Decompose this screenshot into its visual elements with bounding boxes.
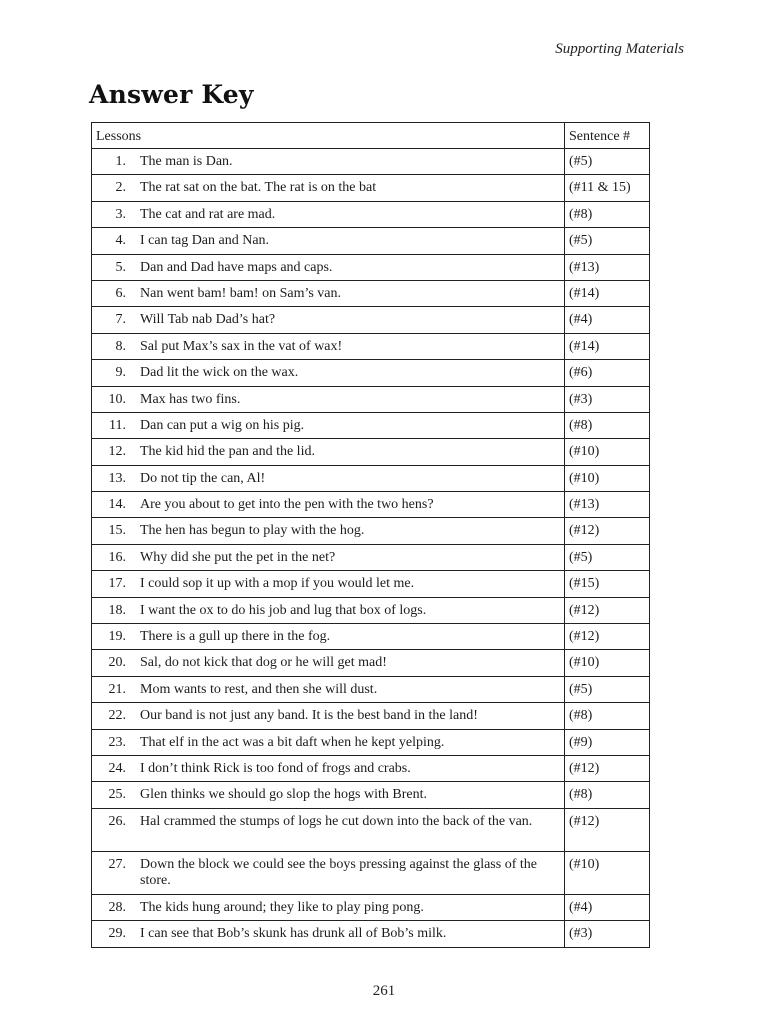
lesson-cell [92,175,565,201]
sentence-number-cell: (#10) [565,465,650,491]
lesson-cell [92,254,565,280]
answer-key-table [91,122,650,948]
table-row [92,175,650,201]
lesson-cell [92,465,565,491]
lesson-number: 20. [108,655,126,671]
lesson-number: 9. [115,365,126,381]
table-header-row [92,123,650,149]
sentence-number-cell: (#8) [565,201,650,227]
lesson-cell [92,703,565,729]
sentence-number-cell: (#6) [565,360,650,386]
lesson-text: Will Tab nab Dad’s hat? [140,312,276,328]
lesson-text: Dan and Dad have maps and caps. [140,259,333,275]
sentence-number-cell: (#13) [565,492,650,518]
table-row [92,755,650,781]
sentence-number-cell: (#11 & 15) [565,175,650,201]
lesson-text: Nan went bam! bam! on Sam’s van. [140,285,342,301]
running-head: Supporting Materials [555,41,684,57]
table-row [92,894,650,920]
sentence-number-cell: (#3) [565,386,650,412]
lesson-number: 17. [108,576,126,592]
lesson-cell [92,360,565,386]
table-row [92,650,650,676]
lesson-cell [92,571,565,597]
sentence-number-cell: (#13) [565,254,650,280]
table-row [92,518,650,544]
lesson-text: Dan can put a wig on his pig. [140,417,305,433]
lesson-text: I could sop it up with a mop if you would let me. [140,576,415,592]
table-row [92,782,650,808]
table-row [92,544,650,570]
lesson-number: 6. [115,285,126,301]
table-row [92,492,650,518]
lesson-text: The hen has begun to play with the hog. [140,523,365,539]
lesson-text: I don’t think Rick is too fond of frogs and crabs. [140,760,411,776]
lesson-cell [92,544,565,570]
sentence-column-header: Sentence # [565,123,650,149]
sentence-number-cell: (#14) [565,280,650,306]
lesson-cell [92,228,565,254]
lesson-number: 8. [115,338,126,354]
lesson-number: 7. [115,312,126,328]
table-row [92,201,650,227]
sentence-number-cell: (#5) [565,149,650,175]
lesson-number: 4. [115,233,126,249]
lesson-cell [92,412,565,438]
lesson-number: 22. [108,708,126,724]
lesson-cell [92,492,565,518]
sentence-number-cell: (#5) [565,228,650,254]
table-row [92,386,650,412]
lesson-text: The rat sat on the bat. The rat is on the bat [140,180,377,196]
sentence-number-cell: (#3) [565,921,650,947]
lesson-cell [92,894,565,920]
lesson-text: The kid hid the pan and the lid. [140,444,315,460]
sentence-number-cell: (#10) [565,851,650,894]
lesson-number: 14. [108,497,126,513]
lesson-number: 19. [108,629,126,645]
sentence-number-cell: (#5) [565,544,650,570]
lesson-text: Max has two fins. [140,391,241,407]
sentence-number-cell: (#8) [565,782,650,808]
sentence-number-cell: (#8) [565,703,650,729]
lesson-number: 28. [108,899,126,915]
lesson-text: The man is Dan. [140,154,233,169]
lesson-cell [92,851,565,894]
table-row [92,921,650,947]
lesson-number: 12. [108,444,126,460]
table-row [92,360,650,386]
lesson-cell [92,333,565,359]
lesson-text: Hal crammed the stumps of logs he cut down into the back of the van. [140,813,533,829]
lesson-number: 18. [108,602,126,618]
sentence-number-cell: (#12) [565,755,650,781]
sentence-number-cell: (#5) [565,676,650,702]
sentence-number-cell: (#4) [565,307,650,333]
lesson-number: 29. [108,926,126,942]
lesson-number: 11. [109,417,126,433]
lesson-text: The cat and rat are mad. [140,206,276,222]
sentence-number-cell: (#8) [565,412,650,438]
lesson-cell [92,439,565,465]
lesson-cell [92,624,565,650]
sentence-number-cell: (#4) [565,894,650,920]
table-row [92,851,650,894]
lesson-number: 27. [108,856,126,872]
lesson-cell [92,650,565,676]
lesson-text: The kids hung around; they like to play ping pong. [140,899,424,915]
table-row [92,280,650,306]
lesson-text: I can see that Bob’s skunk has drunk all of Bob’s milk. [140,926,447,942]
lesson-cell [92,386,565,412]
lesson-cell [92,729,565,755]
table-row [92,703,650,729]
lesson-cell [92,597,565,623]
sentence-number-cell: (#12) [565,597,650,623]
table-row [92,439,650,465]
table-row [92,412,650,438]
lesson-text: Our band is not just any band. It is the best band in the land! [140,708,478,724]
lessons-column-header: Lessons [92,123,565,149]
lesson-text: I want the ox to do his job and lug that box of logs. [140,602,427,618]
lesson-text: Mom wants to rest, and then she will dust. [140,681,378,697]
lesson-text: Glen thinks we should go slop the hogs with Brent. [140,787,427,803]
sentence-number-cell: (#10) [565,439,650,465]
lesson-text: Sal, do not kick that dog or he will get mad! [140,655,387,671]
sentence-number-cell: (#12) [565,518,650,544]
lesson-text: There is a gull up there in the fog. [140,629,331,645]
sentence-number-cell: (#12) [565,624,650,650]
lesson-text: Do not tip the can, Al! [140,470,266,486]
table-row [92,624,650,650]
lesson-number: 13. [108,470,126,486]
table-row [92,597,650,623]
lesson-text: That elf in the act was a bit daft when he kept yelping. [140,734,445,750]
lesson-cell [92,676,565,702]
sentence-number-cell: (#9) [565,729,650,755]
lesson-number: 5. [115,259,126,275]
page-title: Answer Key [89,80,254,109]
lesson-cell [92,201,565,227]
lesson-cell [92,921,565,947]
table-row [92,149,650,175]
table-row [92,254,650,280]
lesson-cell [92,280,565,306]
lesson-cell [92,518,565,544]
lesson-number: 3. [115,206,126,222]
lesson-cell [92,307,565,333]
lesson-number: 1. [115,154,126,169]
lesson-text: Sal put Max’s sax in the vat of wax! [140,338,343,354]
lesson-number: 26. [108,813,126,829]
lesson-number: 21. [108,681,126,697]
table-row [92,571,650,597]
table-row [92,729,650,755]
lesson-text: Down the block we could see the boys pressing against the glass of the store. [140,856,537,889]
table-row [92,808,650,851]
lesson-text: I can tag Dan and Nan. [140,233,270,249]
table-body [92,149,650,948]
table-row [92,333,650,359]
lesson-number: 15. [108,523,126,539]
sentence-number-cell: (#12) [565,808,650,851]
table-row [92,676,650,702]
sentence-number-cell: (#14) [565,333,650,359]
page-number: 261 [372,983,396,999]
lesson-number: 25. [108,787,126,803]
lesson-number: 10. [108,391,126,407]
lesson-text: Why did she put the pet in the net? [140,549,336,565]
lesson-number: 24. [108,760,126,776]
lesson-number: 16. [108,549,126,565]
lesson-number: 2. [115,180,126,196]
sentence-number-cell: (#15) [565,571,650,597]
lesson-cell [92,755,565,781]
sentence-number-cell: (#10) [565,650,650,676]
lesson-text: Dad lit the wick on the wax. [140,365,299,381]
lesson-cell [92,149,565,175]
lesson-cell [92,808,565,851]
lesson-cell [92,782,565,808]
lesson-text: Are you about to get into the pen with the two hens? [140,497,434,513]
table-row [92,465,650,491]
table-row [92,228,650,254]
table-row [92,307,650,333]
lesson-number: 23. [108,734,126,750]
